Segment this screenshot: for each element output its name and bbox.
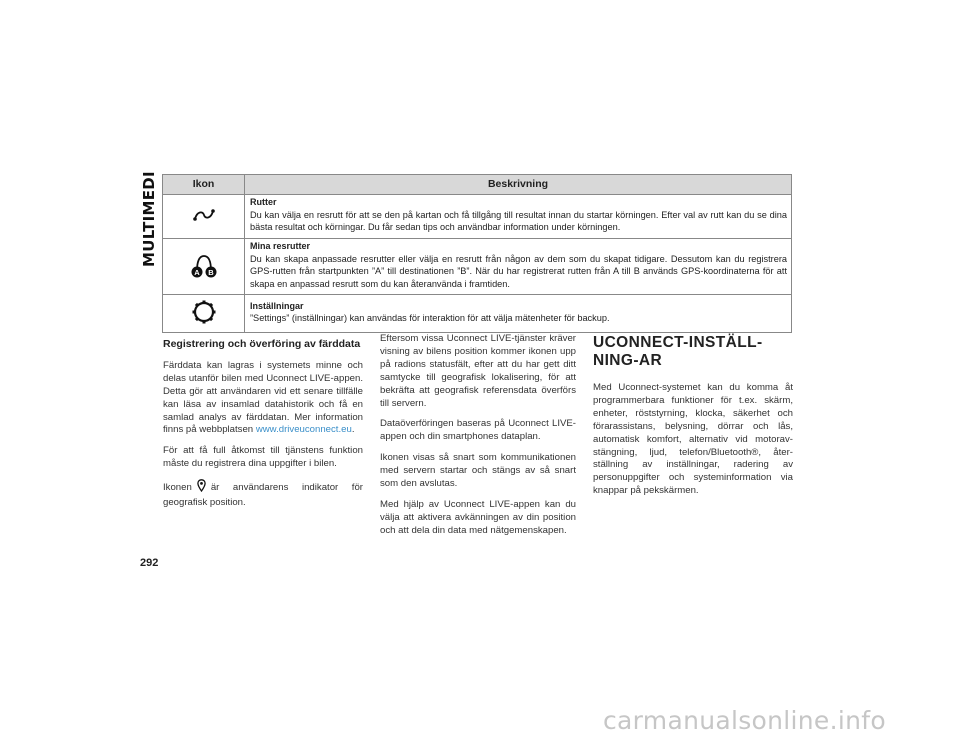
header-icon: Ikon — [163, 175, 245, 195]
table-row — [163, 195, 792, 239]
column-1 — [163, 338, 363, 518]
heading-line: UCONNECT-INSTÄLL- — [593, 334, 763, 351]
paragraph: Eftersom vissa Uconnect LIVE-tjänster kräver visning av bilens position kommer ikonen upp på radions statusfält, efter att du har gett ditt samtycke till geografisk lokalisering, för att bekräfta att geografisk referensdata överförs till servern. — [380, 333, 576, 409]
row-text: ”Settings” (inställningar) kan användas för interaktion för att välja mätenheter för backup. — [250, 313, 610, 324]
paragraph — [163, 360, 363, 437]
chapter-heading — [593, 334, 793, 370]
website-link[interactable]: www.driveuconnect.eu — [255, 424, 352, 436]
routes-icon — [163, 195, 245, 239]
paragraph: För att få full åtkomst till tjänstens funktion måste du registrera dina uppgifter i bilen. — [163, 445, 363, 470]
paragraph: Med hjälp av Uconnect LIVE-appen kan du välja att aktivera avkänningen av din position och att dela din data med nätgemenskapen. — [380, 498, 576, 536]
row-title: Rutter — [250, 197, 277, 208]
paragraph — [163, 479, 363, 510]
section-label — [139, 172, 159, 272]
table-row — [163, 239, 792, 295]
location-pin-icon — [197, 479, 206, 497]
row-text: Du kan välja en resrutt för att se den på kartan och få tillgång till resultat innan du startar körningen. Efter val av rutt kan du se dina bästa resultat och körningar. Du får sedan tips och användbar information under körningen. — [250, 209, 787, 233]
icon-table — [162, 174, 792, 333]
row-text: Du kan skapa anpassade resrutter eller välja en resrutt från någon av dem som du skapat tidigare. Dessutom kan du registrera GPS-rutten från startpunkten ”A” till destinationen ”B”. När du har registrerat rutten från A till B används GPS-koordinaterna för att skapa en anpassad resrutt som du kan återanvända i framtiden. — [250, 253, 787, 289]
section-heading: Registrering och överföring av färddata — [163, 338, 361, 350]
paragraph-text: Ikonen — [163, 482, 192, 494]
table-row — [163, 295, 792, 333]
header-description: Beskrivning — [245, 175, 792, 195]
paragraph: Dataöverföringen baseras på Uconnect LIVE-appen och din smartphones dataplan. — [380, 418, 576, 443]
my-routes-description — [245, 239, 792, 295]
icon-letter-b: B — [207, 267, 214, 277]
paragraph-text: Färddata kan lagras i systemets minne och delas utanför bilen med Uconnect LIVE-appen. Detta gör att användaren vid ett senare tillfälle kan läsa av insamlad datahistorik och få en samlad analys av färddatan. Mer information finns på webbplatsen — [163, 359, 363, 436]
settings-gear-icon — [163, 295, 245, 333]
paragraph-end: . — [351, 424, 355, 436]
column-3 — [593, 333, 793, 506]
heading-line: NING-AR — [593, 352, 663, 369]
my-routes-ab-icon — [163, 239, 245, 295]
table-header-row — [163, 175, 792, 195]
icon-letter-a: A — [193, 267, 200, 277]
row-title: Inställningar — [250, 300, 304, 311]
paragraph-text: är användarens indikator för geografisk position. — [163, 482, 363, 509]
settings-description — [245, 295, 792, 333]
page-number: 292 — [140, 557, 159, 569]
column-2 — [380, 333, 576, 546]
paragraph: Ikonen visas så snart som kommunikationen med servern startar och stängs av så snart som den avslutas. — [380, 452, 576, 490]
routes-description — [245, 195, 792, 239]
row-title: Mina resrutter — [250, 241, 311, 251]
section-label-text: MULTIMEDIA — [140, 172, 158, 267]
watermark: carmanualsonline.info — [603, 706, 886, 735]
paragraph: Med Uconnect-systemet kan du komma åt programmerbara funktioner för t.ex. skärm, enheter, röststyrning, klocka, säkerhet och förarassistans, belysning, dörrar och lås, automatisk komfort, alternativ vid motoravstängning, ljud, telefon/Bluetooth®, återställning av inställningar, radering av personuppgifter och systeminformation via knappar på pekskärmen. — [593, 382, 793, 497]
